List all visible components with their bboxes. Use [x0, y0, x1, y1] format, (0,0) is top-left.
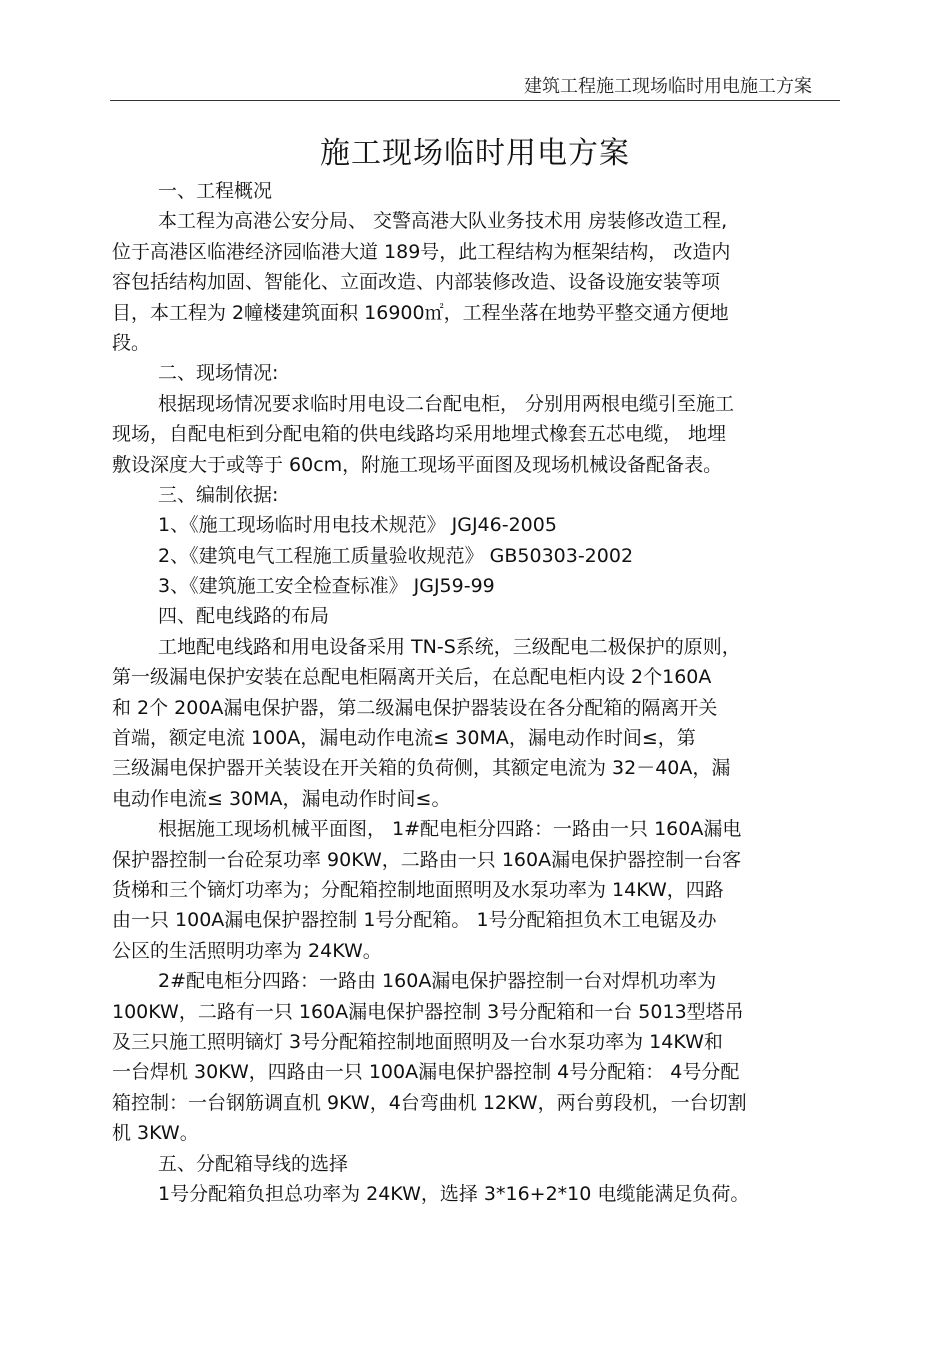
- header-title: 建筑工程施工现场临时用电施工方案: [524, 76, 812, 97]
- body-line: 三、编制依据:: [158, 483, 279, 506]
- page-header: [110, 70, 840, 101]
- body-line: 货梯和三个镝灯功率为；分配箱控制地面照明及水泵功率为 14KW，四路: [112, 878, 724, 901]
- document-title: 施工现场临时用电方案: [320, 136, 630, 171]
- body-line: 一台焊机 30KW，四路由一只 100A漏电保护器控制 4号分配箱： 4号分配: [112, 1061, 740, 1084]
- document-body: [112, 176, 828, 1209]
- body-line: 第一级漏电保护安装在总配电柜隔离开关后，在总配电柜内设 2个160A: [112, 666, 712, 689]
- body-line: 位于高港区临港经济园临港大道 189号，此工程结构为框架结构， 改造内: [112, 240, 731, 263]
- body-line: 由一只 100A漏电保护器控制 1号分配箱。 1号分配箱担负木工电锯及办: [112, 909, 717, 932]
- body-line: 首端，额定电流 100A，漏电动作电流≤ 30MA，漏电动作时间≤，第: [112, 727, 696, 750]
- body-line: 根据现场情况要求临时用电设二台配电柜， 分别用两根电缆引至施工: [158, 392, 735, 415]
- body-line: 2、《建筑电气工程施工质量验收规范》 GB50303-2002: [158, 544, 634, 567]
- body-line: 工地配电线路和用电设备采用 TN-S系统，三级配电二极保护的原则，: [158, 635, 741, 658]
- body-line: 1、《施工现场临时用电技术规范》 JGJ46-2005: [158, 514, 557, 537]
- body-line: 100KW，二路有一只 160A漏电保护器控制 3号分配箱和一台 5013型塔吊: [112, 1000, 744, 1023]
- body-line: 保护器控制一台砼泵功率 90KW，二路由一只 160A漏电保护器控制一台客: [112, 848, 742, 871]
- body-line: 箱控制：一台钢筋调直机 9KW，4台弯曲机 12KW，两台剪段机，一台切割: [112, 1091, 747, 1114]
- body-line: 机 3KW。: [112, 1122, 199, 1145]
- body-line: 电动作电流≤ 30MA，漏电动作时间≤。: [112, 787, 451, 810]
- body-line: 及三只施工照明镝灯 3号分配箱控制地面照明及一台水泵功率为 14KW和: [112, 1030, 723, 1053]
- body-line: 段。: [112, 331, 151, 354]
- body-line: 二、现场情况:: [158, 362, 279, 385]
- body-line: 三级漏电保护器开关装设在开关箱的负荷侧，其额定电流为 32－40A，漏: [112, 757, 731, 780]
- body-line: 1号分配箱负担总功率为 24KW，选择 3*16+2*10 电缆能满足负荷。: [158, 1182, 750, 1205]
- body-line: 四、配电线路的布局: [158, 605, 330, 628]
- body-line: 根据施工现场机械平面图， 1#配电柜分四路：一路由一只 160A漏电: [158, 818, 742, 841]
- body-line: 五、分配箱导线的选择: [158, 1152, 349, 1175]
- body-line: 敷设深度大于或等于 60cm，附施工现场平面图及现场机械设备配备表。: [112, 453, 723, 476]
- body-line: 目，本工程为 2幢楼建筑面积 16900㎡，工程坐落在地势平整交通方便地: [112, 301, 729, 324]
- body-line: 容包括结构加固、智能化、立面改造、内部装修改造、设备设施安装等项: [112, 271, 721, 294]
- body-line: 和 2个 200A漏电保护器，第二级漏电保护器装设在各分配箱的隔离开关: [112, 696, 718, 719]
- body-line: 现场，自配电柜到分配电箱的供电线路均采用地埋式橡套五芯电缆， 地埋: [112, 423, 727, 446]
- body-line: 本工程为高港公安分局、 交警高港大队业务技术用 房装修改造工程,: [158, 210, 728, 233]
- body-line: 一、工程概况: [158, 180, 273, 202]
- body-line: 3、《建筑施工安全检查标准》 JGJ59-99: [158, 575, 495, 598]
- body-line: 2#配电柜分四路：一路由 160A漏电保护器控制一台对焊机功率为: [158, 970, 717, 993]
- body-line: 公区的生活照明功率为 24KW。: [112, 939, 382, 962]
